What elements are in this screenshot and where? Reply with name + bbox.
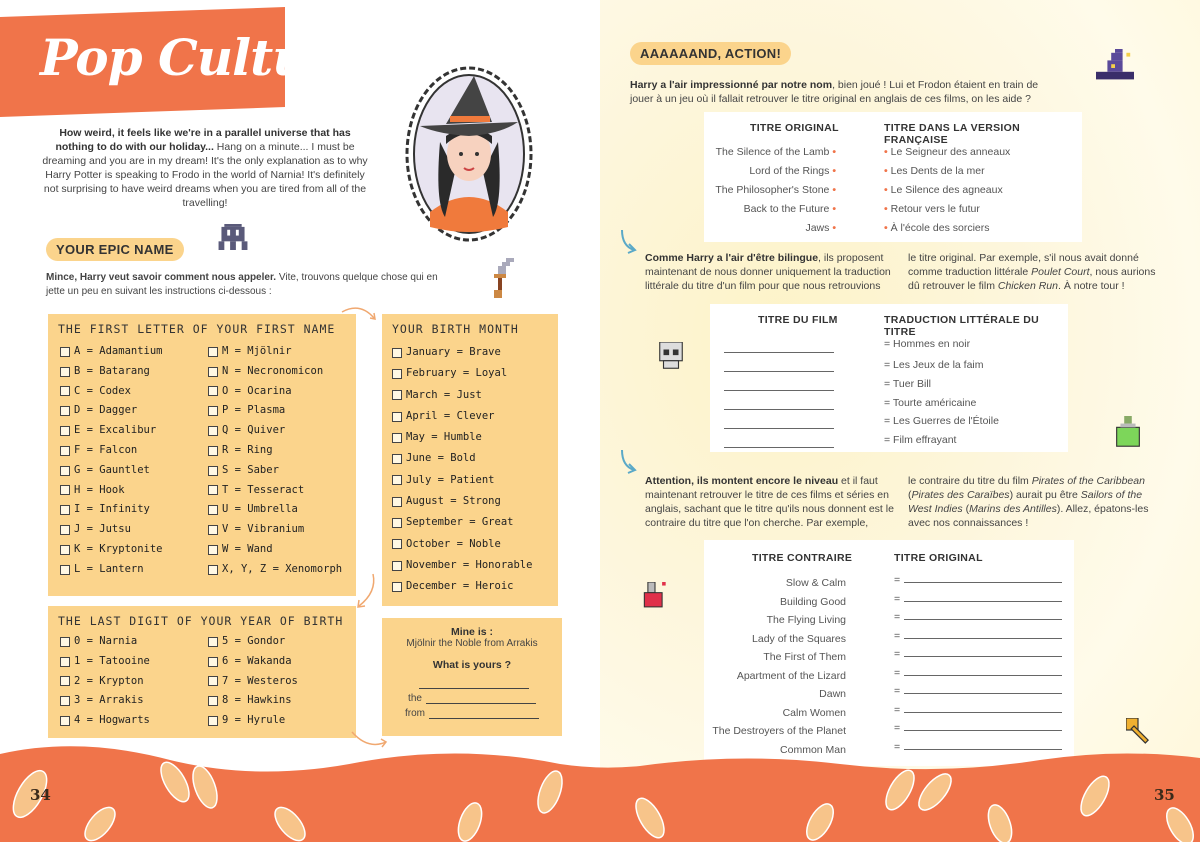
opposite-title: Lady of the Squares <box>752 633 846 645</box>
answer-blank[interactable] <box>724 382 834 394</box>
opposite-title: Common Man <box>780 744 846 756</box>
table3-header-right: TITRE ORIGINAL <box>894 552 983 564</box>
para2-left: Comme Harry a l'air d'être bilingue, ils proposent maintenant de nous donner uniquement la traduction littérale du titre d'un film pour que nous retrouvions <box>645 252 891 292</box>
match-left-item[interactable]: The Silence of the Lamb • <box>715 146 836 158</box>
answer-blank[interactable]: = <box>894 667 1062 679</box>
list-item[interactable]: Q = Quiver <box>208 421 342 441</box>
checkbox[interactable] <box>60 386 70 396</box>
list-item[interactable]: March = Just <box>392 385 532 406</box>
list-item[interactable]: 6 = Wakanda <box>208 652 298 672</box>
first-letter-col2 <box>208 342 342 580</box>
answer-blank[interactable]: = <box>894 574 1062 586</box>
translation-item: = Film effrayant <box>884 434 957 446</box>
answer-blank[interactable] <box>724 344 834 356</box>
page-number-right: 35 <box>1154 786 1175 804</box>
list-item[interactable]: April = Clever <box>392 406 532 427</box>
the-blank[interactable]: the <box>382 693 562 704</box>
potion-icon <box>1112 416 1144 450</box>
checkbox[interactable] <box>208 446 218 456</box>
mine-label: Mine is : <box>450 626 493 638</box>
checkbox[interactable] <box>208 386 218 396</box>
table-literal-translations <box>710 304 1068 452</box>
from-blank[interactable]: from <box>382 708 562 719</box>
checkbox[interactable] <box>392 433 402 443</box>
birth-month-box <box>382 314 558 606</box>
year-digit-box <box>48 606 356 738</box>
action-intro: Harry a l'air impressionné par notre nom, bien joué ! Lui et Frodon étaient en train de jouer à un jeu où il fallait retrouver le titre original en anglais de ces films, on les aide ? <box>630 79 1039 105</box>
list-item[interactable]: U = Umbrella <box>208 500 342 520</box>
list-item[interactable]: M = Mjölnir <box>208 342 342 362</box>
checkbox[interactable] <box>392 454 402 464</box>
translation-item: = Les Guerres de l'Étoile <box>884 415 999 427</box>
first-letter-title: THE FIRST LETTER OF YOUR FIRST NAME <box>58 322 336 336</box>
page-number-left: 34 <box>30 786 51 804</box>
list-item[interactable]: P = Plasma <box>208 401 342 421</box>
checkbox[interactable] <box>208 466 218 476</box>
birth-month-col <box>392 342 532 598</box>
list-item[interactable]: T = Tesseract <box>208 481 342 501</box>
match-right-item[interactable]: • À l'école des sorciers <box>884 222 990 234</box>
answer-blank[interactable]: = <box>894 630 1062 642</box>
right-page <box>600 0 1200 842</box>
opposite-title: The Destroyers of the Planet <box>712 725 846 737</box>
intro-text: How weird, it feels like we're in a parallel universe that has nothing to do with our holiday... Hang on a minute... I must be dreaming and you are in my dream! It's the only explanation as to why Harry Potter is speaking to Frodo in the world of Narnia! It's definitely not surprising to have weird dreams when you are tired from all of the travelling! <box>42 127 368 209</box>
answer-blank[interactable]: = <box>894 741 1062 753</box>
table1-header-left: TITRE ORIGINAL <box>750 122 839 134</box>
match-left-item[interactable]: Lord of the Rings • <box>749 165 836 177</box>
checkbox[interactable] <box>208 406 218 416</box>
match-right-item[interactable]: • Retour vers le futur <box>884 203 980 215</box>
opposite-title: Calm Women <box>782 707 846 719</box>
checkbox[interactable] <box>208 657 218 667</box>
checkbox[interactable] <box>60 485 70 495</box>
answer-blank[interactable]: = <box>894 685 1062 697</box>
pixel-ghost-icon <box>218 224 248 250</box>
answer-blank[interactable] <box>724 401 834 413</box>
checkbox[interactable] <box>208 347 218 357</box>
checkbox[interactable] <box>60 446 70 456</box>
table2-header-left: TITRE DU FILM <box>758 314 838 326</box>
list-item[interactable]: 4 = Hogwarts <box>60 711 150 731</box>
match-right-item[interactable]: • Les Dents de la mer <box>884 165 985 177</box>
answer-blank[interactable] <box>724 439 834 451</box>
opposite-title: Dawn <box>819 688 846 700</box>
mine-box <box>382 618 562 736</box>
list-item[interactable]: X, Y, Z = Xenomorph <box>208 560 342 580</box>
curved-arrow-icon <box>355 572 379 612</box>
answer-blank[interactable]: = <box>894 704 1062 716</box>
list-item[interactable]: F = Falcon <box>60 441 163 461</box>
list-item[interactable]: G = Gauntlet <box>60 461 163 481</box>
match-left-item[interactable]: Back to the Future • <box>743 203 836 215</box>
list-item[interactable]: N = Necronomicon <box>208 362 342 382</box>
section-title-epic-name: YOUR EPIC NAME <box>46 238 184 261</box>
list-item[interactable]: D = Dagger <box>60 401 163 421</box>
translation-item: = Tourte américaine <box>884 397 977 409</box>
list-item[interactable]: 2 = Krypton <box>60 672 150 692</box>
para3-left: Attention, ils montent encore le niveau et il faut maintenant retrouver le titre de ces films et séries en anglais, sachant que le titre qu'ils nous donnent est le contraire du titre que l'on cherche. Par exemple, <box>645 475 894 529</box>
list-item[interactable]: 8 = Hawkins <box>208 691 298 711</box>
list-item[interactable]: October = Noble <box>392 534 532 555</box>
table1-header-right: TITRE DANS LA VERSION FRANÇAISE <box>884 122 1021 146</box>
checkbox[interactable] <box>60 367 70 377</box>
first-letter-box <box>48 314 356 596</box>
opposite-title: Apartment of the Lizard <box>736 670 846 682</box>
list-item[interactable]: W = Wand <box>208 540 342 560</box>
first-letter-col1 <box>60 342 163 580</box>
list-item[interactable]: L = Lantern <box>60 560 163 580</box>
checkbox[interactable] <box>60 637 70 647</box>
year-digit-col2 <box>208 632 298 731</box>
list-item[interactable]: November = Honorable <box>392 555 532 576</box>
table-opposite-titles <box>704 540 1074 766</box>
checkbox[interactable] <box>60 525 70 535</box>
checkbox[interactable] <box>392 497 402 507</box>
list-item[interactable]: C = Codex <box>60 382 163 402</box>
list-item[interactable]: I = Infinity <box>60 500 163 520</box>
list-item[interactable]: July = Patient <box>392 470 532 491</box>
list-item[interactable]: S = Saber <box>208 461 342 481</box>
name-blank[interactable] <box>382 679 562 689</box>
mine-question: What is yours ? <box>432 659 512 671</box>
list-item[interactable]: E = Excalibur <box>60 421 163 441</box>
match-right-item[interactable]: • Le Seigneur des anneaux <box>884 146 1011 158</box>
answer-blank[interactable]: = <box>894 611 1062 623</box>
para3-right: le contraire du titre du film Pirates of the Caribbean (Pirates des Caraïbes) aurait pu être Sailors of the West Indies (Marins des Antilles). Allez, épatons-les avec nos connaissances ! <box>908 475 1149 529</box>
list-item[interactable]: June = Bold <box>392 448 532 469</box>
checkbox[interactable] <box>392 539 402 549</box>
wizard-hat-icon <box>1096 48 1134 88</box>
checkbox[interactable] <box>60 716 70 726</box>
checkbox[interactable] <box>60 406 70 416</box>
opposite-title: The First of Them <box>763 651 846 663</box>
curved-arrow-icon <box>340 302 380 326</box>
checkbox[interactable] <box>208 565 218 575</box>
list-item[interactable]: 9 = Hyrule <box>208 711 298 731</box>
checkbox[interactable] <box>392 561 402 571</box>
list-item[interactable]: 1 = Tatooine <box>60 652 150 672</box>
list-item[interactable]: K = Kryptonite <box>60 540 163 560</box>
pixel-skull-icon <box>656 342 686 372</box>
list-item[interactable]: May = Humble <box>392 427 532 448</box>
list-item[interactable]: V = Vibranium <box>208 520 342 540</box>
checkbox[interactable] <box>208 716 218 726</box>
checkbox[interactable] <box>208 637 218 647</box>
list-item[interactable]: R = Ring <box>208 441 342 461</box>
checkbox[interactable] <box>392 369 402 379</box>
list-item[interactable]: September = Great <box>392 512 532 533</box>
opposite-title: The Flying Living <box>766 614 846 626</box>
page-title: Pop Culture <box>40 28 364 87</box>
checkbox[interactable] <box>392 348 402 358</box>
list-item[interactable]: February = Loyal <box>392 363 532 384</box>
opposite-title: Slow & Calm <box>785 577 846 589</box>
list-item[interactable]: 7 = Westeros <box>208 672 298 692</box>
table2-header-right: TRADUCTION LITTÉRALE DU TITRE <box>884 314 1040 338</box>
list-item[interactable]: J = Jutsu <box>60 520 163 540</box>
checkbox[interactable] <box>208 676 218 686</box>
checkbox[interactable] <box>208 696 218 706</box>
arrow-icon <box>618 448 640 476</box>
section-title-action: AAAAAAND, ACTION! <box>630 42 791 65</box>
instructions-text: Mince, Harry veut savoir comment nous appeler. Vite, trouvons quelque chose qui en jette un peu en suivant les instructions ci-dessous : <box>46 272 438 297</box>
list-item[interactable]: 0 = Narnia <box>60 632 150 652</box>
translation-item: = Hommes en noir <box>884 338 971 350</box>
list-item[interactable]: 5 = Gondor <box>208 632 298 652</box>
translation-item: = Tuer Bill <box>884 378 931 390</box>
list-item[interactable]: A = Adamantium <box>60 342 163 362</box>
answer-blank[interactable]: = <box>894 648 1062 660</box>
table3-header-left: TITRE CONTRAIRE <box>752 552 853 564</box>
checkbox[interactable] <box>392 412 402 422</box>
checkbox[interactable] <box>60 347 70 357</box>
checkbox[interactable] <box>208 545 218 555</box>
list-item[interactable]: December = Heroic <box>392 576 532 597</box>
checkbox[interactable] <box>60 565 70 575</box>
list-item[interactable]: August = Strong <box>392 491 532 512</box>
list-item[interactable]: H = Hook <box>60 481 163 501</box>
bottom-wave-decoration <box>0 742 1200 842</box>
checkbox[interactable] <box>60 696 70 706</box>
mine-example: Mjölnir the Noble from Arrakis <box>406 638 538 649</box>
answer-blank[interactable] <box>724 420 834 432</box>
checkbox[interactable] <box>208 525 218 535</box>
year-digit-col1 <box>60 632 150 731</box>
checkbox[interactable] <box>392 475 402 485</box>
match-right-item[interactable]: • Le Silence des agneaux <box>884 184 1003 196</box>
para2-right: le titre original. Par exemple, s'il nous avait donné comme traduction littérale Poulet Court, nous aurions dû retrouver le film Chicken Run. À notre tour ! <box>908 252 1156 292</box>
checkbox[interactable] <box>208 485 218 495</box>
checkbox[interactable] <box>60 676 70 686</box>
answer-blank[interactable]: = <box>894 593 1062 605</box>
checkbox[interactable] <box>208 367 218 377</box>
checkbox[interactable] <box>392 582 402 592</box>
list-item[interactable]: O = Ocarina <box>208 382 342 402</box>
checkbox[interactable] <box>208 505 218 515</box>
checkbox[interactable] <box>60 466 70 476</box>
list-item[interactable]: January = Brave <box>392 342 532 363</box>
match-left-item[interactable]: The Philosopher's Stone • <box>715 184 836 196</box>
checkbox[interactable] <box>60 657 70 667</box>
table-original-titles <box>704 112 1082 242</box>
witch-portrait <box>400 62 538 246</box>
opposite-title: Building Good <box>780 596 846 608</box>
year-digit-title: THE LAST DIGIT OF YOUR YEAR OF BIRTH <box>58 614 344 628</box>
list-item[interactable]: 3 = Arrakis <box>60 691 150 711</box>
answer-blank[interactable] <box>724 363 834 375</box>
translation-item: = Les Jeux de la faim <box>884 359 984 371</box>
checkbox[interactable] <box>392 390 402 400</box>
checkbox[interactable] <box>60 545 70 555</box>
answer-blank[interactable]: = <box>894 722 1062 734</box>
list-item[interactable]: B = Batarang <box>60 362 163 382</box>
pixel-sword-icon <box>490 258 518 298</box>
arrow-icon <box>618 228 640 256</box>
checkbox[interactable] <box>392 518 402 528</box>
birth-month-title: YOUR BIRTH MONTH <box>392 322 519 336</box>
match-left-item[interactable]: Jaws • <box>805 222 836 234</box>
checkbox[interactable] <box>208 426 218 436</box>
checkbox[interactable] <box>60 426 70 436</box>
checkbox[interactable] <box>60 505 70 515</box>
flask-icon <box>640 582 670 614</box>
